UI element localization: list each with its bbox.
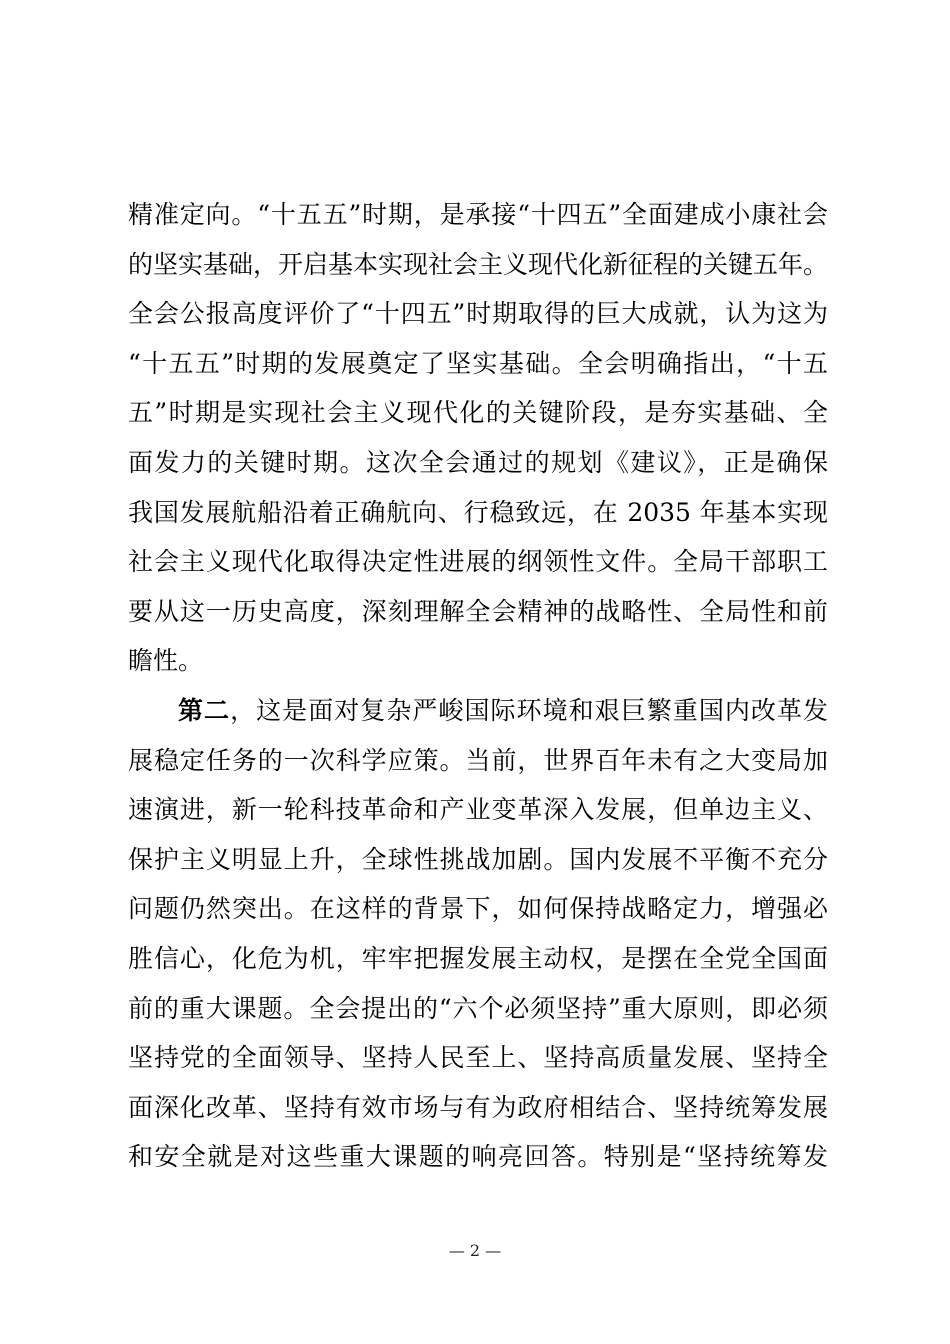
text-line: 要从这一历史高度，深刻理解全会精神的战略性、全局性和前 [128,596,828,626]
text-line: 社会主义现代化取得决定性进展的纲领性文件。全局干部职工 [128,547,828,577]
page-number: — 2 — [448,1241,502,1260]
text-line-last: 瞻性。 [128,646,204,676]
text-line: 前的重大课题。全会提出的“六个必须坚持”重大原则，即必须 [128,993,828,1023]
text-line: 坚持党的全面领导、坚持人民至上、坚持高质量发展、坚持全 [128,1043,828,1073]
text-line: 的坚实基础，开启基本实现社会主义现代化新征程的关键五年。 [128,249,829,279]
paragraph-2-first-line [128,686,828,736]
text-line: 胜信心，化危为机，牢牢把握发展主动权，是摆在全党全国面 [128,943,828,973]
text-line: 速演进，新一轮科技革命和产业变革深入发展，但单边主义、 [128,795,828,825]
text-line: 保护主义明显上升，全球性挑战加剧。国内发展不平衡不充分 [128,844,828,874]
text-line: 问题仍然突出。在这样的背景下，如何保持战略定力，增强必 [128,894,828,924]
text-line: 五”时期是实现社会主义现代化的关键阶段，是夯实基础、全 [128,398,828,428]
text-line: 全会公报高度评价了“十四五”时期取得的巨大成就，认为这为 [128,299,828,329]
paragraph-lead-bold: 第二 [178,695,231,725]
text-line: 精准定向。“十五五”时期，是承接“十四五”全面建成小康社会 [128,200,828,229]
text-line: 我国发展航船沿着正确航向、行稳致远，在 2035 年基本实现 [128,497,828,527]
text-line: 展稳定任务的一次科学应策。当前，世界百年未有之大变局加 [128,745,828,775]
text-line: 和安全就是对这些重大课题的响亮回答。特别是“坚持统筹发 [128,1142,828,1172]
document-body [128,190,828,1182]
text-line: 面深化改革、坚持有效市场与有为政府相结合、坚持统筹发展 [128,1092,828,1122]
paragraph-2-first-line-rest: ，这是面对复杂严峻国际环境和艰巨繁重国内改革发 [230,695,828,725]
text-line: “十五五”时期的发展奠定了坚实基础。全会明确指出，“十五 [128,348,828,378]
text-line: 面发力的关键时期。这次全会通过的规划《建议》，正是确保 [128,447,828,477]
